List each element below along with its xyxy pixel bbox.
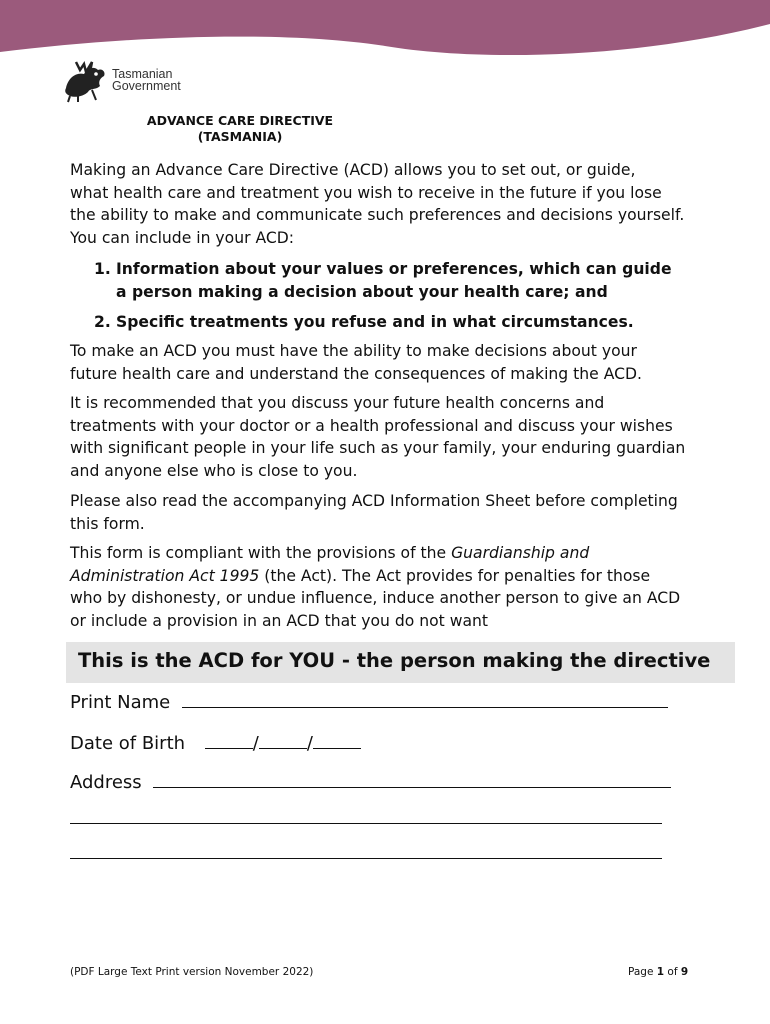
page-of-label: of <box>664 966 681 978</box>
page-total: 9 <box>680 966 689 978</box>
list-item-line: Specific treatments you refuse and in what circumstances. <box>116 313 634 331</box>
date-of-birth-field[interactable] <box>70 730 361 756</box>
intro-line: You can include in your ACD: <box>70 228 294 247</box>
list-number: 2. <box>94 313 111 331</box>
paragraph-line <box>70 542 740 565</box>
intro-line: what health care and treatment you wish to receive in the future if you lose <box>70 183 662 202</box>
list-item-line: a person making a decision about your health care; and <box>116 282 608 301</box>
page-current: 1 <box>656 966 665 978</box>
address-field[interactable] <box>70 769 671 795</box>
address-line-2[interactable] <box>70 823 662 824</box>
print-name-field[interactable] <box>70 689 668 715</box>
address-label: Address <box>70 772 142 793</box>
paragraph-line: or include a provision in an ACD that you do not want <box>70 611 489 630</box>
dob-day-line[interactable] <box>205 730 253 749</box>
act-name-italic: Administration Act 1995 <box>70 566 260 585</box>
tasmanian-devil-logo-icon <box>62 58 110 104</box>
print-name-label: Print Name <box>70 692 171 713</box>
intro-line: Making an Advance Care Directive (ACD) allows you to set out, or guide, <box>70 161 636 179</box>
read-paragraph <box>70 490 740 535</box>
dob-separator: / <box>306 733 313 754</box>
logo-text-line1: Tasmanian <box>112 67 173 81</box>
paragraph-line: To make an ACD you must have the ability to make decisions about your <box>70 342 637 360</box>
paragraph-line: with significant people in your life such as your family, your enduring guardian <box>70 439 686 457</box>
paragraph-line: It is recommended that you discuss your future health concerns and <box>70 394 605 412</box>
print-name-line[interactable] <box>182 689 668 708</box>
intro-line: the ability to make and communicate such preferences and decisions yourself. <box>70 206 685 224</box>
header-band <box>0 0 770 62</box>
compliance-text: (the Act). The Act provides for penalties for those <box>259 566 651 585</box>
paragraph-line: future health care and understand the consequences of making the ACD. <box>70 364 642 383</box>
footer-page-number <box>628 966 688 978</box>
dob-label: Date of Birth <box>70 733 186 754</box>
paragraph-line: who by dishonesty, or undue influence, induce another person to give an ACD <box>70 589 681 607</box>
address-line[interactable] <box>153 769 671 788</box>
dob-year-line[interactable] <box>313 730 361 749</box>
paragraph-line: and anyone else who is close to you. <box>70 461 358 480</box>
document-title <box>100 113 380 145</box>
title-line1: ADVANCE CARE DIRECTIVE <box>146 113 334 128</box>
compliance-paragraph <box>70 542 740 632</box>
discuss-paragraph <box>70 392 740 482</box>
paragraph-line <box>70 565 740 588</box>
paragraph-line: Please also read the accompanying ACD Information Sheet before completing <box>70 492 678 510</box>
list-item <box>94 311 744 334</box>
section-heading: This is the ACD for YOU - the person making the directive <box>78 649 711 672</box>
intro-paragraph <box>70 159 740 249</box>
list-number: 1. <box>94 260 111 278</box>
tasmanian-government-logo <box>62 58 202 106</box>
logo-text-line2: Government <box>112 79 181 93</box>
logo-text <box>112 68 181 92</box>
ability-paragraph <box>70 340 740 385</box>
list-item <box>94 258 744 303</box>
dob-separator: / <box>252 733 259 754</box>
page-label: Page <box>628 966 657 978</box>
paragraph-line: this form. <box>70 514 145 533</box>
section-heading-box <box>66 642 735 683</box>
dob-month-line[interactable] <box>259 730 307 749</box>
footer-version: (PDF Large Text Print version November 2022) <box>70 966 314 978</box>
list-item-line: Information about your values or preferences, which can guide <box>116 260 672 278</box>
title-line2: (TASMANIA) <box>197 129 283 144</box>
address-line-3[interactable] <box>70 858 662 859</box>
paragraph-line: treatments with your doctor or a health professional and discuss your wishes <box>70 416 673 435</box>
compliance-text: This form is compliant with the provisions of the <box>70 544 452 562</box>
act-name-italic: Guardianship and <box>451 544 590 562</box>
